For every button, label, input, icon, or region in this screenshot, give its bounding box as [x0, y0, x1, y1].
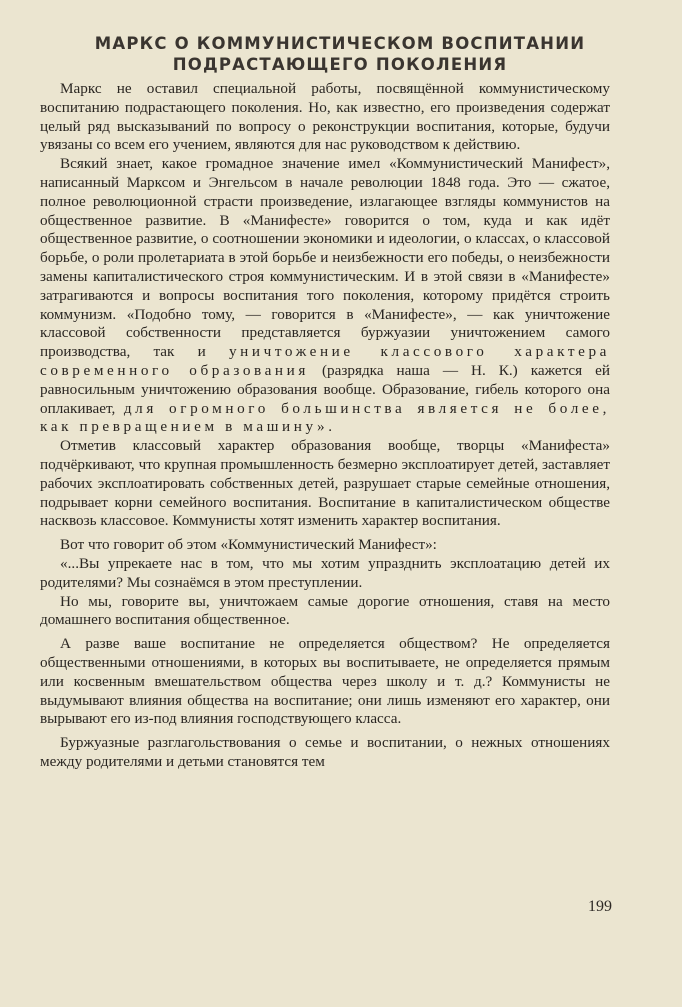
body-text — [40, 80, 610, 772]
chapter-title-line-2: ПОДРАСТАЮЩЕГО ПОКОЛЕНИЯ — [172, 55, 508, 74]
spaced-emphasis-1: уничтожение классового характера современного образования — [40, 343, 611, 379]
quote-paragraph-1: «...Вы упрекаете нас в том, что мы хотим упразднить эксплоатацию детей их родителями? Мы сознаёмся в этом преступлении. — [40, 554, 610, 591]
paragraph-2-end: . — [328, 418, 333, 436]
quote-paragraph-3: А разве ваше воспитание не определяется обществом? Не определяется общественными отношениями, в которых вы воспитываете, не определяется прямым или косвенным вмешательством общества через школу и т. д.? Коммунисты не выдумывают влияния общества на воспитание; они лишь изменяют его характер, они вырывают его из-под влияния господствующего класса. — [40, 635, 610, 728]
spaced-emphasis-2: для огромного большинства является не более, как превращением в машину» — [40, 399, 610, 436]
chapter-title-line-1: МАРКС О КОММУНИСТИЧЕСКОМ ВОСПИТАНИИ — [94, 34, 586, 53]
paragraph-1: Маркс не оставил специальной работы, посвящённой коммунистическому воспитанию подрастающего поколения. Но, как известно, его произведения содержат целый ряд высказываний по вопросу о реконструкции воспитания, которые, будучи увязаны со всем его учением, являются для нас руководством к действию. — [40, 80, 610, 154]
quote-paragraph-2: Но мы, говорите вы, уничтожаем самые дорогие отношения, ставя на место домашнего воспитания общественное. — [40, 592, 610, 629]
paragraph-2 — [40, 155, 610, 437]
paragraph-2-text: Всякий знает, какое громадное значение имел «Коммунистический Манифест», написанный Марксом и Энгельсом в начале революции 1848 года. Это — сжатое, полное революционной страсти произведение, излагающее взгляды коммунистов на общественное развитие. В «Манифесте» говорится о том, куда и как идёт общественное развитие, о соотношении экономики и идеологии, о классах, о классовой борьбе, о роли пролетариата в этой борьбе и неизбежности его победы, о неизбежности замены капиталистического строя коммунистическим. И в этой связи в «Манифесте» затрагиваются и вопросы воспитания того поколения, которому придётся строить коммунизм. «Подобно тому, — говорится в «Манифесте», — как уничтожение классовой собственности представляется буржуазии уничтожением самого производства, так и — [40, 155, 610, 361]
paragraph-2-continuation: (разрядка наша — Н. К.) кажется ей равносильным уничтожению образования вообще. Образование, гибель которого она оплакивает, — [40, 361, 611, 417]
paragraph-4: Вот что говорит об этом «Коммунистический Манифест»: — [60, 536, 437, 554]
paragraph-8: Буржуазные разглагольствования о семье и воспитании, о нежных отношениях между родителями и детьми становятся тем — [40, 734, 610, 770]
paragraph-3: Отметив классовый характер образования вообще, творцы «Манифеста» подчёркивают, что крупная промышленность безмерно эксплоатирует детей, заставляет рабочих эксплоатировать собственных детей, разрушает старые семейные отношения, подрывает корни семейного воспитания. Воспитание в капиталистическом обществе насквозь классовое. Коммунисты хотят изменить характер воспитания. — [40, 437, 610, 530]
page-number: 199 — [588, 898, 612, 915]
chapter-title — [60, 33, 620, 75]
